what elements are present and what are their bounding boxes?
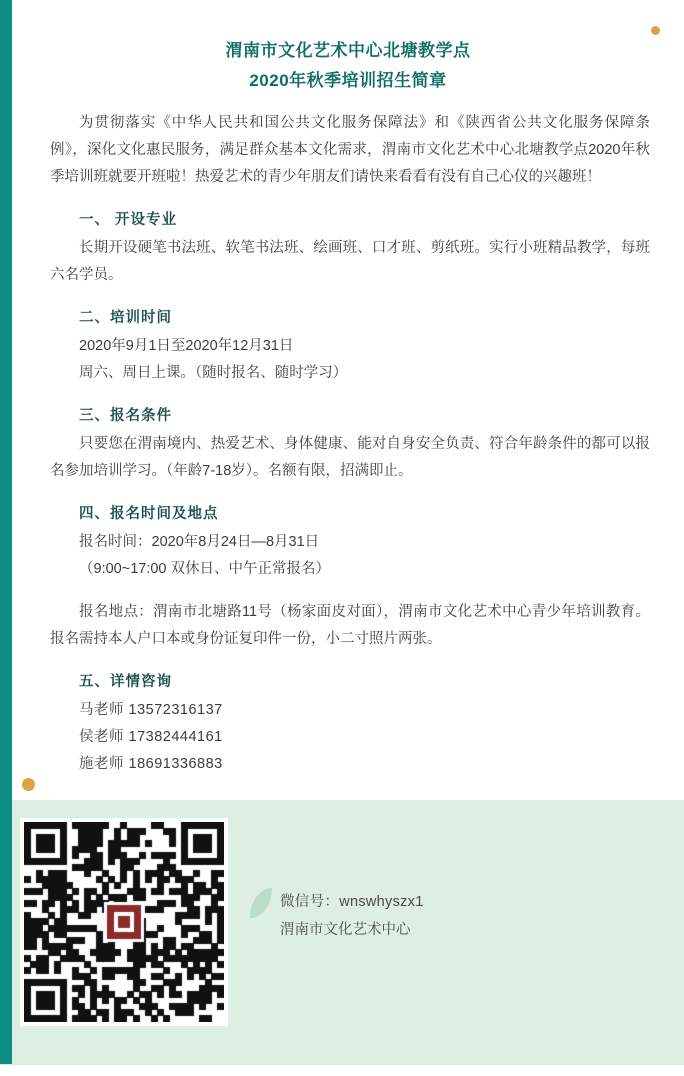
organization-name: 渭南市文化艺术中心 [280, 922, 411, 938]
section-4-paragraph-2: （9:00~17:00 双休日、中午正常报名） [79, 561, 331, 577]
title-line-2: 2020年秋季培训招生简章 [249, 71, 447, 90]
footer-info [280, 888, 424, 944]
section-4-paragraph-1: 报名时间：2020年8月24日—8月31日 [79, 534, 320, 550]
intro-paragraph: 为贯彻落实《中华人民共和国公共文化服务保障法》和《陕西省公共文化服务保障条例》，深化文化惠民服务，满足群众基本文化需求，渭南市文化艺术中心北塘教学点2020年秋季培训班就要开班啦！热爱艺术的青少年朋友们请快来看看有没有自己心仪的兴趣班！ [50, 115, 650, 185]
qr-code-image [24, 822, 224, 1022]
section-heading-4: 四、报名时间及地点 [79, 506, 219, 522]
section-heading-1: 一、 开设专业 [79, 212, 178, 228]
left-accent-stripe [0, 0, 12, 1076]
spacer [50, 583, 650, 599]
section-1-paragraph-1: 长期开设硬笔书法班、软笔书法班、绘画班、口才班、剪纸班。实行小班精品教学，每班六名学员。 [50, 240, 650, 283]
wechat-id: 微信号：wnswhyszx1 [280, 894, 424, 910]
decorative-dot-bottom-left [22, 778, 35, 791]
qr-canvas [24, 822, 224, 1022]
article-content [12, 96, 684, 778]
section-heading-3: 三、报名条件 [79, 408, 172, 424]
qr-code [20, 818, 228, 1026]
decorative-dot-top-right [651, 26, 660, 35]
title-line-1: 渭南市文化艺术中心北塘教学点 [225, 41, 471, 60]
section-3-paragraph-1: 只要您在渭南境内、热爱艺术、身体健康、能对自身安全负责、符合年龄条件的都可以报名参加培训学习。（年龄7-18岁）。名额有限，招满即止。 [50, 436, 650, 479]
bottom-strip [0, 1064, 684, 1076]
section-2-paragraph-1: 2020年9月1日至2020年12月31日 [79, 338, 294, 354]
contact-line-2: 侯老师 17382444161 [79, 729, 223, 745]
page-title [12, 0, 684, 96]
section-heading-5: 五、详情咨询 [79, 674, 172, 690]
section-heading-2: 二、培训时间 [79, 310, 172, 326]
leaf-decoration-icon [250, 888, 272, 918]
article-body [12, 0, 684, 800]
contact-line-3: 施老师 18691336883 [79, 756, 223, 772]
section-2-paragraph-2: 周六、周日上课。（随时报名、随时学习） [79, 365, 348, 381]
contact-line-1: 马老师 13572316137 [79, 702, 223, 718]
section-4-paragraph-3: 报名地点：渭南市北塘路11号（杨家面皮对面），渭南市文化艺术中心青少年培训教育。报名需持本人户口本或身份证复印件一份，小二寸照片两张。 [50, 604, 650, 647]
footer-card [12, 800, 684, 1076]
